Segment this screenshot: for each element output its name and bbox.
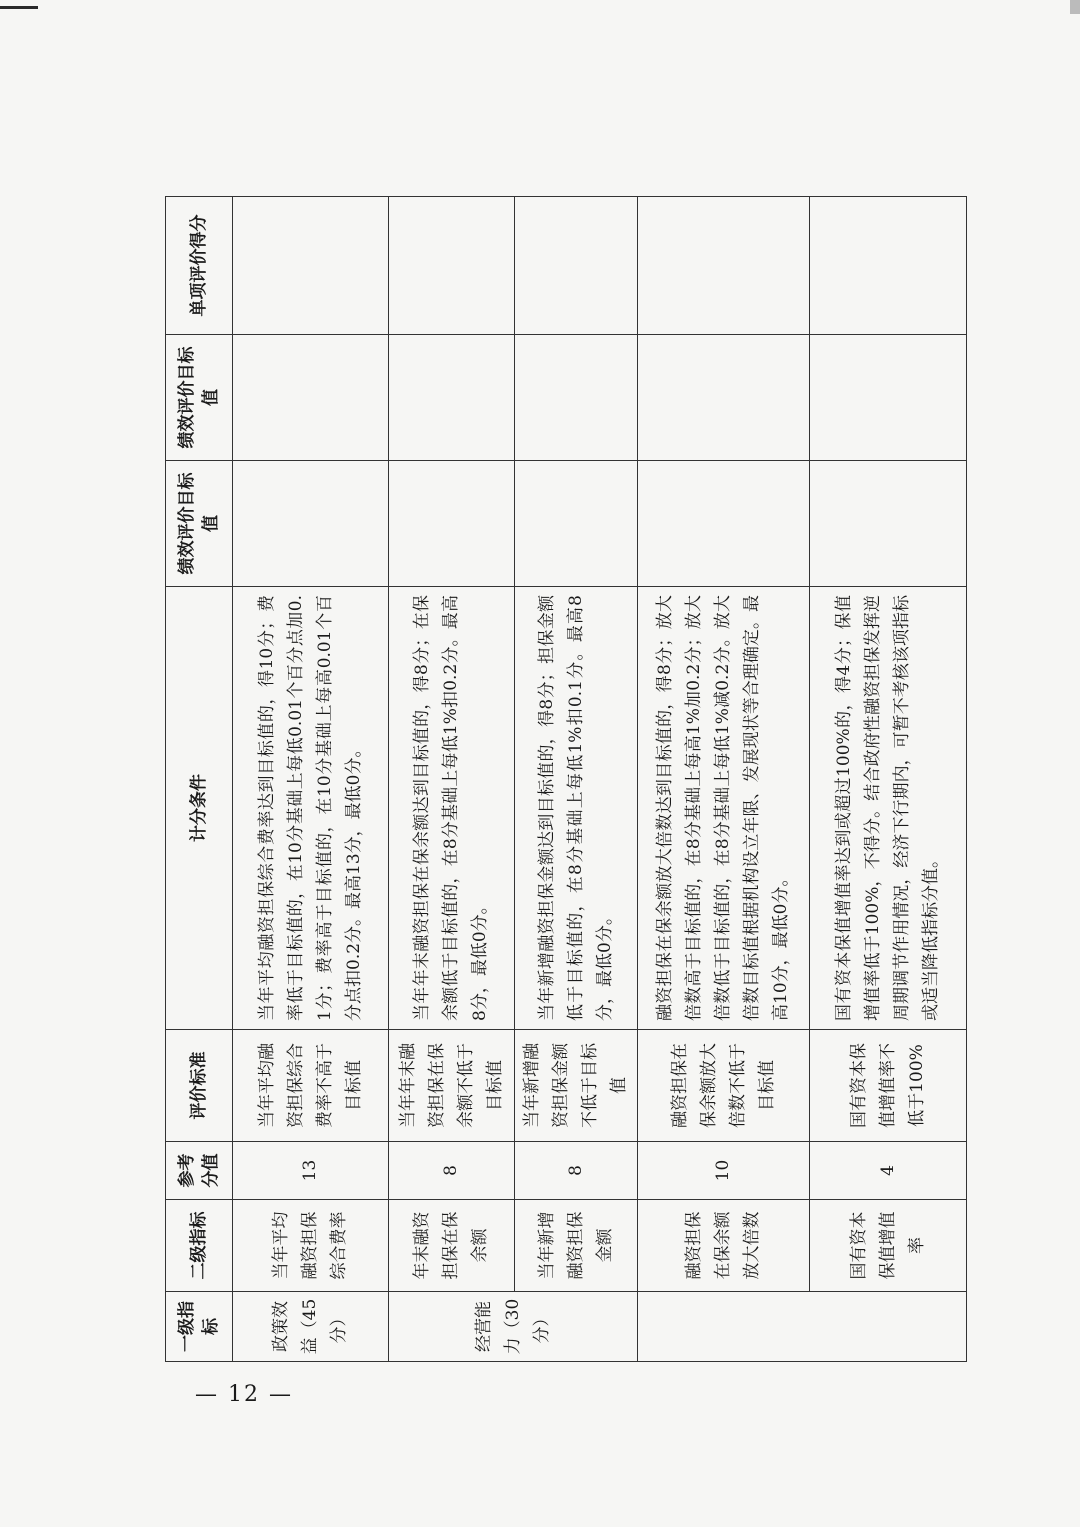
target-cell-2 <box>233 335 389 461</box>
level2-cell: 当年平均融资担保综合费率 <box>233 1200 389 1292</box>
rotated-table-area <box>165 197 962 1362</box>
target-cell-2 <box>389 335 515 461</box>
standard-cell: 融资担保在保余额放大倍数不低于目标值 <box>638 1030 810 1142</box>
condition-cell: 当年平均融资担保综合费率达到目标值的，得10分；费率低于目标值的，在10分基础上每低0.01个百分点加0.1分；费率高于目标值的，在10分基础上每高0.01个百分点扣0.2分。最高13分，最低0分。 <box>233 587 389 1030</box>
condition-cell: 融资担保在保余额放大倍数达到目标值的，得8分；放大倍数高于目标值的，在8分基础上每高1%加0.2分；放大倍数低于目标值的，在8分基础上每低1%减0.2分。放大倍数目标值根据机构设立年限、发展现状等合理确定。最高10分，最低0分。 <box>638 587 810 1030</box>
result-cell <box>515 197 638 335</box>
result-cell <box>389 197 515 335</box>
header-level1: 一级指标 <box>166 1292 233 1362</box>
header-level2: 二级指标 <box>166 1200 233 1292</box>
table-row <box>810 197 967 1362</box>
evaluation-table <box>165 196 967 1362</box>
table-row <box>515 197 638 1362</box>
standard-cell: 国有资本保值增值率不低于100% <box>810 1030 967 1142</box>
table-row <box>638 197 810 1362</box>
evaluation-table-rotated <box>165 197 962 1362</box>
condition-cell: 国有资本保值增值率达到或超过100%的，得4分；保值增值率低于100%，不得分。结合政府性融资担保发挥逆周期调节作用情况，经济下行期内，可暂不考核该项指标或适当降低指标分值。 <box>810 587 967 1030</box>
target-cell-1 <box>638 461 810 587</box>
result-cell <box>233 197 389 335</box>
level2-cell: 当年新增融资担保金额 <box>515 1200 638 1292</box>
header-score: 参考分值 <box>166 1142 233 1200</box>
score-cell: 8 <box>389 1142 515 1200</box>
result-cell <box>638 197 810 335</box>
target-cell-2 <box>638 335 810 461</box>
level2-cell: 融资担保在保余额放大倍数 <box>638 1200 810 1292</box>
target-cell-1 <box>515 461 638 587</box>
level2-cell: 国有资本保值增值率 <box>810 1200 967 1292</box>
condition-cell: 当年新增融资担保金额达到目标值的，得8分；担保金额低于目标值的，在8分基础上每低1%扣0.1分。最高8分，最低0分。 <box>515 587 638 1030</box>
header-result: 单项评价得分 <box>166 197 233 335</box>
target-cell-1 <box>810 461 967 587</box>
standard-cell: 当年新增融资担保金额不低于目标值 <box>515 1030 638 1142</box>
condition-cell: 当年年末融资担保在保余额达到目标值的，得8分；在保余额低于目标值的，在8分基础上每低1%扣0.2分。最高8分，最低0分。 <box>389 587 515 1030</box>
page-number: — 12 — <box>195 1382 293 1407</box>
score-cell: 13 <box>233 1142 389 1200</box>
target-cell-2 <box>515 335 638 461</box>
score-cell: 8 <box>515 1142 638 1200</box>
standard-cell: 当年平均融资担保综合费率不高于目标值 <box>233 1030 389 1142</box>
level1-cell-blank <box>638 1292 967 1362</box>
target-cell-1 <box>233 461 389 587</box>
score-cell: 10 <box>638 1142 810 1200</box>
table-row <box>233 197 389 1362</box>
standard-cell: 当年年末融资担保在保余额不低于目标值 <box>389 1030 515 1142</box>
scan-corner-mark <box>1070 0 1080 14</box>
level2-cell: 年末融资担保在保余额 <box>389 1200 515 1292</box>
target-cell-1 <box>389 461 515 587</box>
result-cell <box>810 197 967 335</box>
level1-cell-operation: 经营能力（30分） <box>389 1292 638 1362</box>
header-target-2: 绩效评价目标值 <box>166 335 233 461</box>
header-target-1: 绩效评价目标值 <box>166 461 233 587</box>
header-standard: 评价标准 <box>166 1030 233 1142</box>
scan-edge-mark <box>0 6 38 9</box>
level1-cell-policy: 政策效益（45分） <box>233 1292 389 1362</box>
header-condition: 计分条件 <box>166 587 233 1030</box>
score-cell: 4 <box>810 1142 967 1200</box>
table-header-row <box>166 197 233 1362</box>
table-row <box>389 197 515 1362</box>
target-cell-2 <box>810 335 967 461</box>
